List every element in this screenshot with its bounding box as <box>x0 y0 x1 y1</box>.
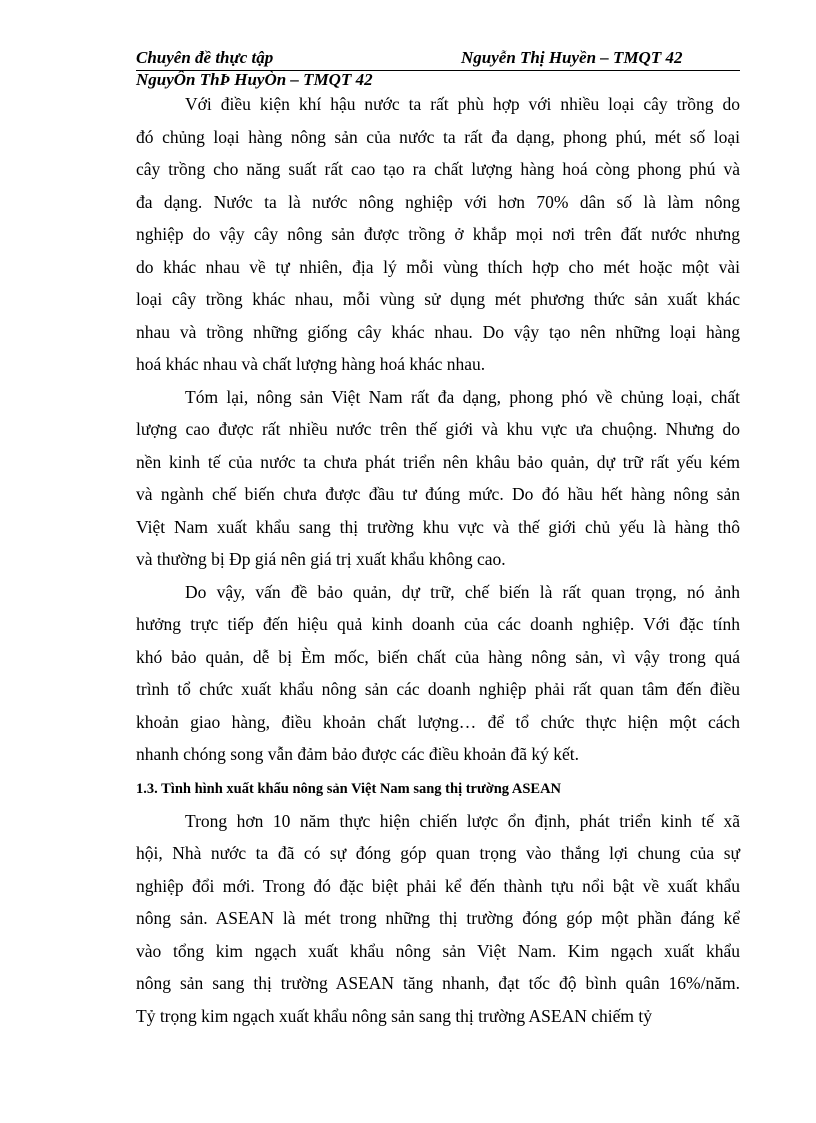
header-author: Nguyễn Thị Huyền – TMQT 42 <box>461 48 683 67</box>
text-line: Với điều kiện khí hậu nước ta rất phù hợp với nhiều loại cây trồng do <box>185 94 740 114</box>
text-line: cây trồng cho năng suất rất cao tạo ra chất lượng hàng hoá còng phong phú và <box>136 159 740 179</box>
text-line: nền kinh tế của nước ta chưa phát triển nên khâu bảo quản, dự trữ rất yếu kém <box>136 451 740 472</box>
paragraph-2 <box>136 381 740 576</box>
text-line: Việt Nam xuất khẩu sang thị trường khu vực và thế giới chủ yếu là hàng thô <box>136 516 740 537</box>
page-header <box>136 48 740 71</box>
text-line: Tóm lại, nông sản Việt Nam rất đa dạng, phong phó về chủng loại, chất <box>185 386 740 407</box>
text-line: loại cây trồng khác nhau, mỗi vùng sử dụng mét phương thức sản xuất khác <box>136 289 740 309</box>
text-line: vào tổng kim ngạch xuất khẩu nông sản Việt Nam. Kim ngạch xuất khẩu <box>136 940 740 961</box>
text-line: Trong hơn 10 năm thực hiện chiến lược ổn định, phát triển kinh tế xã <box>185 810 740 831</box>
text-line: hoá khác nhau và chất lượng hàng hoá khác nhau. <box>136 354 486 374</box>
text-line: đó chủng loại hàng nông sản của nước ta rất đa dạng, phong phú, mét số loại <box>136 126 740 147</box>
text-line: lượng cao được rất nhiều nước trên thế giới và khu vực ưa chuộng. Nhưng do <box>136 419 740 439</box>
text-line: khoản giao hàng, điều khoản chất lượng… để tổ chức thực hiện một cách <box>136 711 740 732</box>
text-line: nhanh chóng song vẫn đảm bảo được các điều khoản đã ký kết. <box>136 744 579 764</box>
text-line: Tỷ trọng kim ngạch xuất khẩu nông sản sang thị trường ASEAN chiếm tỷ <box>136 1005 652 1026</box>
section-heading: 1.3. Tình hình xuất khẩu nông sản Việt Nam sang thị trường ASEAN <box>136 780 562 797</box>
text-line: hội, Nhà nước ta đã có sự đóng góp quan trọng vào thắng lợi chung của sự <box>136 843 740 863</box>
text-line: và ngành chế biến chưa được đầu tư đúng mức. Do đó hầu hết hàng nông sản <box>136 484 740 504</box>
text-line: nhau và trồng những giống cây khác nhau. Do vậy tạo nên những loại hàng <box>136 321 740 342</box>
document-body <box>136 88 740 1032</box>
text-line: nông sản. ASEAN là mét trong những thị trường đóng góp một phần đáng kể <box>136 908 740 928</box>
text-line: trình tổ chức xuất khẩu nông sản các doanh nghiệp phải rất quan tâm đến điều <box>136 679 740 699</box>
text-line: hưởng trực tiếp đến hiệu quả kinh doanh của các doanh nghiệp. Với đặc tính <box>136 614 740 634</box>
text-line: do khác nhau về tự nhiên, địa lý mỗi vùng thích hợp cho mét hoặc một vài <box>136 256 740 277</box>
text-line: nông sản sang thị trường ASEAN tăng nhanh, đạt tốc độ bình quân 16%/năm. <box>136 973 740 993</box>
text-line: Do vậy, vấn đề bảo quản, dự trữ, chế biến là rất quan trọng, nó ảnh <box>185 581 740 602</box>
text-line: nghiệp đổi mới. Trong đó đặc biệt phải kể đến thành tựu nổi bật về xuất khẩu <box>136 875 740 896</box>
text-line: nghiệp do vậy cây nông sản được trồng ở khắp mọi nơi trên đất nước nhưng <box>136 224 740 244</box>
text-line: đa dạng. Nước ta là nước nông nghiệp với hơn 70% dân số là làm nông <box>136 191 740 212</box>
paragraph-1 <box>136 88 740 381</box>
paragraph-3 <box>136 576 740 771</box>
header-author-garbled: NguyÔn ThÞ HuyÒn – TMQT 42 <box>136 70 373 89</box>
text-line: và thường bị Ðp giá nên giá trị xuất khẩu không cao. <box>136 549 506 569</box>
header-title: Chuyên đề thực tập <box>136 48 274 67</box>
text-line: khó bảo quản, dễ bị Èm mốc, biến chất của hàng nông sản, vì vậy trong quá <box>136 646 740 667</box>
paragraph-4 <box>136 805 740 1033</box>
